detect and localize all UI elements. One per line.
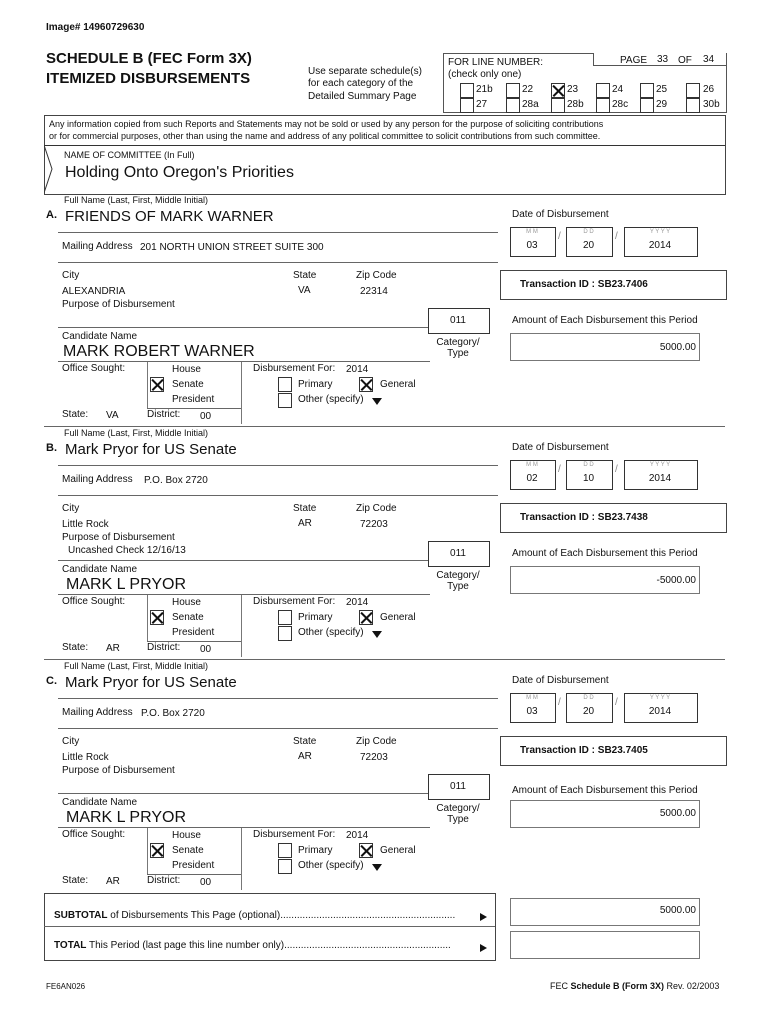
page-total: 34	[703, 54, 715, 65]
mm-hint: M M	[526, 462, 538, 468]
category-label: Category/	[436, 337, 480, 348]
entry-separator	[44, 659, 725, 660]
line-30b-label: 30b	[703, 99, 720, 110]
full-name-label: Full Name (Last, First, Middle Initial)	[64, 195, 209, 205]
purpose-value: Uncashed Check 12/16/13	[68, 545, 186, 556]
primary-checkbox[interactable]	[278, 377, 292, 392]
zip-label: Zip Code	[356, 736, 397, 747]
purpose-label: Purpose of Disbursement	[62, 532, 175, 543]
district-label: District:	[147, 875, 181, 886]
office-label: Office Sought:	[62, 596, 126, 607]
total-arrow-icon	[480, 944, 487, 952]
committee-notch	[44, 145, 64, 194]
year-value: 2014	[648, 473, 672, 484]
transaction-id: Transaction ID : SB23.7438	[520, 512, 648, 523]
zip-value: 72203	[360, 752, 388, 763]
footer-form-id	[550, 981, 719, 991]
notice-divider	[44, 145, 725, 146]
dd-hint: D D	[583, 229, 594, 235]
other-arrow-icon	[372, 864, 382, 871]
disb-for-label: Disbursement For:	[253, 829, 336, 840]
date-label: Date of Disbursement	[512, 675, 609, 686]
committee-name: Holding Onto Oregon's Priorities	[65, 164, 294, 181]
mailing-address: P.O. Box 2720	[141, 708, 205, 719]
line-21b-checkbox[interactable]	[460, 83, 474, 98]
primary-label: Primary	[298, 379, 333, 390]
yyyy-hint: Y Y Y Y	[649, 462, 671, 468]
general-checkbox[interactable]	[359, 610, 373, 625]
payee-name: Mark Pryor for US Senate	[65, 674, 237, 691]
footer-schedule: Schedule B (Form 3X)	[570, 981, 665, 991]
line-25-checkbox[interactable]	[640, 83, 654, 98]
payee-name: Mark Pryor for US Senate	[65, 441, 237, 458]
candidate-underline	[58, 594, 430, 595]
date-slash1: /	[558, 464, 561, 475]
mm-hint: M M	[526, 695, 538, 701]
state-sought-value: VA	[106, 410, 119, 421]
president-label: President	[172, 860, 215, 871]
district-label: District:	[147, 409, 181, 420]
senate-label: Senate	[172, 845, 204, 856]
use-separate-line1: Use separate schedule(s)	[308, 66, 422, 77]
zip-value: 22314	[360, 286, 388, 297]
primary-label: Primary	[298, 612, 333, 623]
state-sought-value: AR	[106, 876, 120, 887]
other-arrow-icon	[372, 398, 382, 405]
date-slash1: /	[558, 697, 561, 708]
senate-checkbox[interactable]	[150, 377, 164, 392]
page-label: PAGE	[620, 55, 648, 66]
notice-line2: or for commercial purposes, other than using the name and address of any political committee to solicit contributions from such committee.	[49, 131, 601, 141]
candidate-name: MARK L PRYOR	[66, 809, 187, 826]
house-label: House	[172, 830, 201, 841]
line-24-label: 24	[612, 84, 624, 95]
other-label: Other (specify)	[298, 394, 364, 405]
state-label: State	[293, 736, 317, 747]
line-28a-checkbox[interactable]	[506, 98, 520, 113]
type-label: Type	[447, 348, 469, 359]
page-of-label: OF	[678, 55, 692, 66]
committee-label: NAME OF COMMITTEE (In Full)	[64, 150, 195, 160]
state-sought-label: State:	[62, 875, 89, 886]
purpose-label: Purpose of Disbursement	[62, 299, 175, 310]
office-right-border	[241, 362, 242, 424]
day-value: 10	[582, 473, 595, 484]
year-value: 2014	[648, 706, 672, 717]
category-code: 011	[450, 315, 466, 326]
line-23-checkbox[interactable]	[551, 83, 565, 98]
amount-value: 5000.00	[659, 342, 696, 353]
senate-label: Senate	[172, 379, 204, 390]
other-label: Other (specify)	[298, 860, 364, 871]
date-slash2: /	[615, 697, 618, 708]
line-number-label: FOR LINE NUMBER:	[448, 57, 544, 68]
check-only-one: (check only one)	[448, 69, 522, 80]
mailing-label: Mailing Address	[62, 241, 133, 252]
amount-label: Amount of Each Disbursement this Period	[512, 315, 698, 326]
state-value: VA	[298, 285, 311, 296]
mm-hint: M M	[526, 229, 538, 235]
purpose-underline	[58, 327, 430, 328]
month-value: 03	[526, 706, 538, 717]
house-label: House	[172, 364, 201, 375]
line-23-label: 23	[567, 84, 579, 95]
state-value: AR	[298, 518, 312, 529]
subtotal-text: of Disbursements This Page (optional)...............................................................	[110, 910, 456, 921]
transaction-id: Transaction ID : SB23.7405	[520, 745, 648, 756]
subtotal-value: 5000.00	[659, 905, 696, 916]
city-label: City	[62, 503, 80, 514]
line-26-label: 26	[703, 84, 715, 95]
city-label: City	[62, 736, 80, 747]
purpose-label: Purpose of Disbursement	[62, 765, 175, 776]
payee-name: FRIENDS OF MARK WARNER	[65, 208, 274, 225]
office-divider	[147, 595, 148, 641]
other-checkbox[interactable]	[278, 393, 292, 408]
candidate-name: MARK ROBERT WARNER	[63, 343, 255, 360]
date-slash2: /	[615, 231, 618, 242]
general-label: General	[380, 379, 416, 390]
line-24-checkbox[interactable]	[596, 83, 610, 98]
entry-letter: C.	[46, 675, 57, 687]
president-label: President	[172, 627, 215, 638]
total-label: TOTAL	[54, 940, 87, 951]
district-value: 00	[200, 877, 212, 888]
form-title: SCHEDULE B (FEC Form 3X)	[46, 50, 252, 67]
entry-letter: B.	[46, 442, 57, 454]
candidate-underline	[58, 827, 430, 828]
line-29-checkbox[interactable]	[640, 98, 654, 113]
house-label: House	[172, 597, 201, 608]
district-value: 00	[200, 411, 212, 422]
disb-year: 2014	[346, 830, 369, 841]
zip-label: Zip Code	[356, 503, 397, 514]
totals-divider	[44, 926, 495, 927]
city-label: City	[62, 270, 80, 281]
disb-for-label: Disbursement For:	[253, 363, 336, 374]
general-checkbox[interactable]	[359, 377, 373, 392]
line-28b-checkbox[interactable]	[551, 98, 565, 113]
amount-label: Amount of Each Disbursement this Period	[512, 785, 698, 796]
line-22-label: 22	[522, 84, 534, 95]
total-row	[54, 940, 451, 951]
line-30b-checkbox[interactable]	[686, 98, 700, 113]
zip-value: 72203	[360, 519, 388, 530]
yyyy-hint: Y Y Y Y	[649, 695, 671, 701]
candidate-label: Candidate Name	[62, 564, 138, 575]
address-underline	[58, 728, 498, 729]
line-22-checkbox[interactable]	[506, 83, 520, 98]
city-value: Little Rock	[62, 752, 109, 763]
subtotal-row	[54, 910, 455, 921]
amount-value: -5000.00	[656, 575, 696, 586]
line-29-label: 29	[656, 99, 668, 110]
general-label: General	[380, 612, 416, 623]
general-checkbox[interactable]	[359, 843, 373, 858]
other-checkbox[interactable]	[278, 626, 292, 641]
line-28b-label: 28b	[567, 99, 584, 110]
line-26-checkbox[interactable]	[686, 83, 700, 98]
district-value: 00	[200, 644, 212, 655]
line-28a-label: 28a	[522, 99, 539, 110]
line-28c-checkbox[interactable]	[596, 98, 610, 113]
line-27-checkbox[interactable]	[460, 98, 474, 113]
zip-label: Zip Code	[356, 270, 397, 281]
candidate-label: Candidate Name	[62, 331, 138, 342]
state-label: State	[293, 270, 317, 281]
category-code: 011	[450, 548, 466, 559]
city-value: Little Rock	[62, 519, 109, 530]
state-value: AR	[298, 751, 312, 762]
mailing-address: P.O. Box 2720	[144, 475, 208, 486]
office-label: Office Sought:	[62, 829, 126, 840]
name-underline	[58, 232, 498, 233]
disb-for-label: Disbursement For:	[253, 596, 336, 607]
candidate-label: Candidate Name	[62, 797, 138, 808]
date-slash2: /	[615, 464, 618, 475]
use-separate-line2: for each category of the	[308, 78, 414, 89]
primary-checkbox[interactable]	[278, 843, 292, 858]
state-sought-value: AR	[106, 643, 120, 654]
line-21b-label: 21b	[476, 84, 493, 95]
district-label: District:	[147, 642, 181, 653]
type-label: Type	[447, 814, 469, 825]
name-underline	[58, 698, 498, 699]
dd-hint: D D	[583, 462, 594, 468]
month-value: 03	[526, 240, 538, 251]
mailing-address: 201 NORTH UNION STREET SUITE 300	[140, 242, 324, 253]
candidate-underline	[58, 361, 430, 362]
state-sought-label: State:	[62, 409, 89, 420]
entry-separator	[44, 426, 725, 427]
line-25-label: 25	[656, 84, 668, 95]
mailing-label: Mailing Address	[62, 474, 133, 485]
other-checkbox[interactable]	[278, 859, 292, 874]
primary-label: Primary	[298, 845, 333, 856]
notice-line1: Any information copied from such Reports and Statements may not be sold or used by any person for the purpose of soliciting contributions	[49, 119, 604, 129]
office-divider	[147, 362, 148, 408]
state-sought-label: State:	[62, 642, 89, 653]
line-27-label: 27	[476, 99, 488, 110]
disb-year: 2014	[346, 364, 369, 375]
state-label: State	[293, 503, 317, 514]
address-underline	[58, 262, 498, 263]
total-box	[510, 931, 700, 959]
image-id: Image# 14960729630	[46, 22, 145, 33]
page-number: 33	[657, 54, 669, 65]
yyyy-hint: Y Y Y Y	[649, 229, 671, 235]
office-divider	[147, 828, 148, 874]
full-name-label: Full Name (Last, First, Middle Initial)	[64, 661, 209, 671]
full-name-label: Full Name (Last, First, Middle Initial)	[64, 428, 209, 438]
name-underline	[58, 465, 498, 466]
footer-rev: Rev. 02/2003	[666, 981, 720, 991]
senate-checkbox[interactable]	[150, 843, 164, 858]
city-value: ALEXANDRIA	[62, 286, 126, 297]
date-label: Date of Disbursement	[512, 209, 609, 220]
office-right-border	[241, 828, 242, 890]
senate-checkbox[interactable]	[150, 610, 164, 625]
type-label: Type	[447, 581, 469, 592]
year-value: 2014	[648, 240, 672, 251]
transaction-id: Transaction ID : SB23.7406	[520, 279, 648, 290]
day-value: 20	[582, 240, 595, 251]
purpose-underline	[58, 560, 430, 561]
disb-year: 2014	[346, 597, 369, 608]
general-label: General	[380, 845, 416, 856]
date-slash1: /	[558, 231, 561, 242]
use-separate-line3: Detailed Summary Page	[308, 91, 417, 102]
other-label: Other (specify)	[298, 627, 364, 638]
month-value: 02	[526, 473, 538, 484]
senate-label: Senate	[172, 612, 204, 623]
footer-code: FE6AN026	[46, 982, 86, 991]
category-label: Category/	[436, 803, 480, 814]
entry-letter: A.	[46, 209, 57, 221]
other-arrow-icon	[372, 631, 382, 638]
form-subtitle: ITEMIZED DISBURSEMENTS	[46, 70, 251, 87]
mailing-label: Mailing Address	[62, 707, 133, 718]
subtotal-arrow-icon	[480, 913, 487, 921]
subtotal-label: SUBTOTAL	[54, 910, 108, 921]
address-underline	[58, 495, 498, 496]
purpose-underline	[58, 793, 430, 794]
footer-fec: FEC	[550, 981, 568, 991]
day-value: 20	[582, 706, 595, 717]
primary-checkbox[interactable]	[278, 610, 292, 625]
dd-hint: D D	[583, 695, 594, 701]
category-label: Category/	[436, 570, 480, 581]
candidate-name: MARK L PRYOR	[66, 576, 187, 593]
amount-label: Amount of Each Disbursement this Period	[512, 548, 698, 559]
date-label: Date of Disbursement	[512, 442, 609, 453]
total-text: This Period (last page this line number only)............................................................	[89, 940, 451, 951]
amount-value: 5000.00	[659, 808, 696, 819]
office-right-border	[241, 595, 242, 657]
line-28c-label: 28c	[612, 99, 629, 110]
office-label: Office Sought:	[62, 363, 126, 374]
category-code: 011	[450, 781, 466, 792]
president-label: President	[172, 394, 215, 405]
